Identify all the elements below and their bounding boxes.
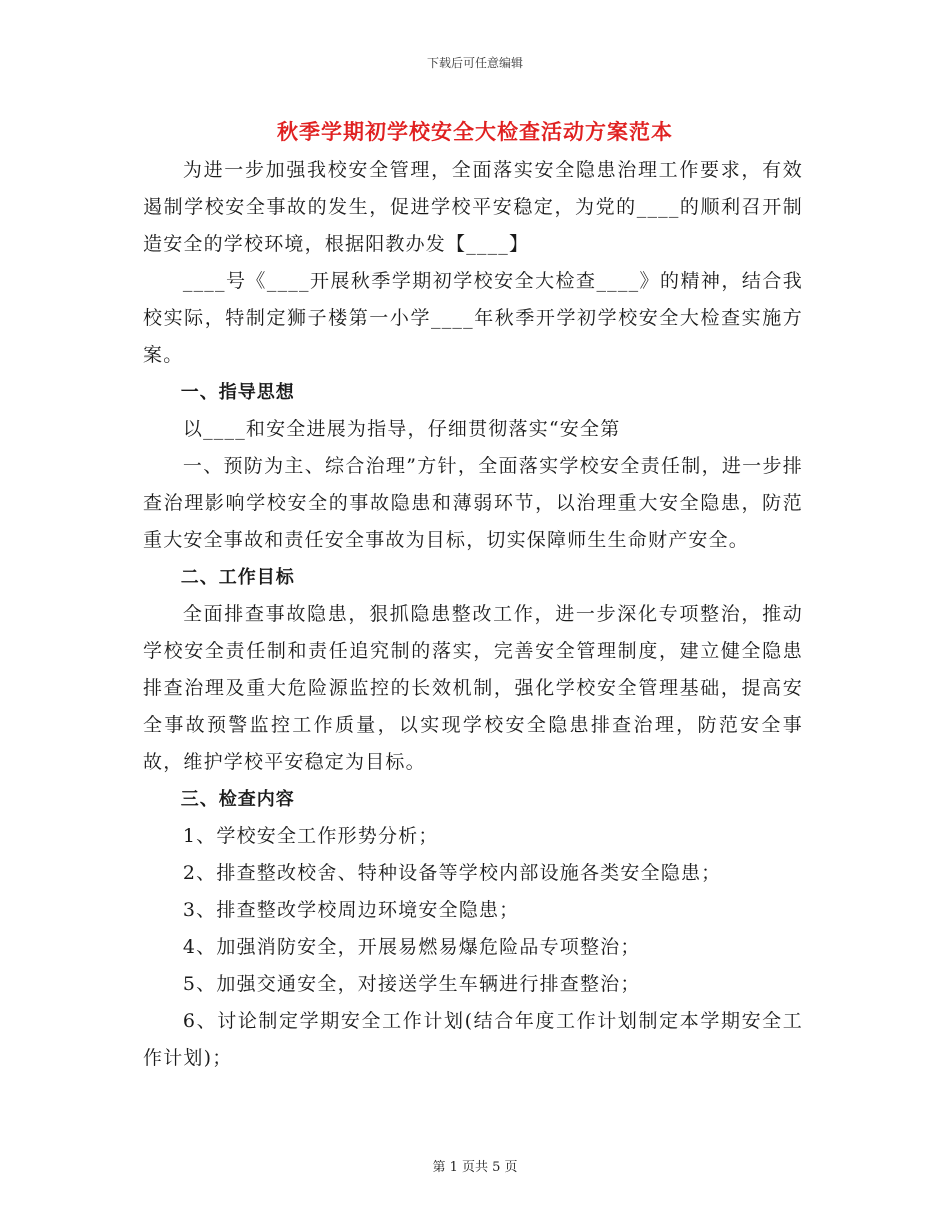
list-item: 2、排查整改校舍、特种设备等学校内部设施各类安全隐患； xyxy=(182,862,722,884)
paragraph-intro-1: 为进一步加强我校安全管理，全面落实安全隐患治理工作要求，有效遏制学校安全事故的发生，促进学校平安稳定，为党的____的顺利召开制造安全的学校环境，根据阳教办发【____】 xyxy=(143,159,803,255)
paragraph-intro-2: ____号《____开展秋季学期初学校安全大检查____》的精神，结合我校实际，特制定狮子楼第一小学____年秋季开学初学校安全大检查实施方案。 xyxy=(143,270,803,366)
paragraph-work-goals: 全面排查事故隐患，狠抓隐患整改工作，进一步深化专项整治，推动学校安全责任制和责任追究制的落实，完善安全管理制度，建立健全隐患排查治理及重大危险源监控的长效机制，强化学校安全管理基础，提高安全事故预警监控工作质量，以实现学校安全隐患排查治理，防范安全事故，维护学校平安稳定为目标。 xyxy=(143,603,803,773)
list-item: 6、讨论制定学期安全工作计划(结合年度工作计划制定本学期安全工作计划)； xyxy=(143,1010,803,1069)
list-item: 1、学校安全工作形势分析； xyxy=(182,825,439,847)
section-heading-guiding-thought: 一、指导思想 xyxy=(180,382,295,403)
paragraph-guiding-1: 以____和安全进展为指导，仔细贯彻落实“安全第 xyxy=(182,418,621,440)
paragraph-guiding-2: 一、预防为主、综合治理”方针，全面落实学校安全责任制，进一步排查治理影响学校安全的事故隐患和薄弱环节，以治理重大安全隐患，防范重大安全事故和责任安全事故为目标，切实保障师生生命财产安全。 xyxy=(143,455,803,551)
list-item: 4、加强消防安全，开展易燃易爆危险品专项整治； xyxy=(182,936,641,958)
section-heading-inspection-content: 三、检查内容 xyxy=(180,789,295,810)
document-body xyxy=(143,152,803,1077)
list-item: 3、排查整改学校周边环境安全隐患； xyxy=(182,899,520,921)
header-note: 下载后可任意编辑 xyxy=(426,56,523,70)
document-title: 秋季学期初学校安全大检查活动方案范本 xyxy=(277,119,673,144)
page-footer: 第 1 页共 5 页 xyxy=(432,1160,518,1175)
section-heading-work-goals: 二、工作目标 xyxy=(180,567,295,588)
list-item: 5、加强交通安全，对接送学生车辆进行排查整治； xyxy=(182,973,641,995)
